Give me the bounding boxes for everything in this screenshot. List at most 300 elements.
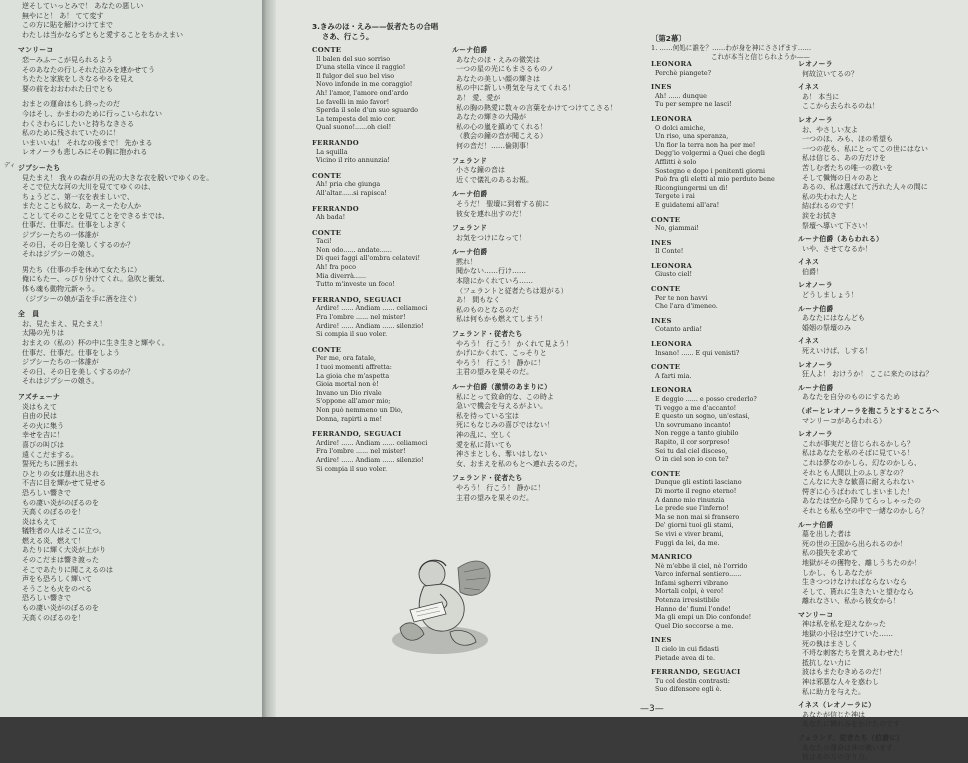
speaker-name: MANRICO xyxy=(651,553,693,562)
speaker-name: FERRANDO, SEGUACI xyxy=(312,430,402,439)
lyric-line: 地獄の小径は空けていた…… xyxy=(802,630,893,639)
speaker-name: レオノーラ xyxy=(798,430,833,439)
speaker-name: INES xyxy=(651,83,672,92)
lyric-line: Perchè piangete? xyxy=(655,68,712,77)
lyric-line: Ardire! ...... Andiam ...... celiamoci xyxy=(316,438,428,447)
lyric-line: 神さまとしも、奪いはしない xyxy=(456,450,547,459)
lyric-line: 神は私を私を迎えなかった xyxy=(802,620,886,629)
lyric-line: ジプシーたちの一体誰が xyxy=(22,231,99,240)
lyric-line: D'una stella vince il raggio! xyxy=(316,63,406,72)
lyric-line: 伯爵！ xyxy=(802,267,823,276)
text-block xyxy=(798,521,966,607)
lyric-line: Il cielo in cui fidasti xyxy=(655,645,719,654)
lyric-line: 離れなさい、私から彼女から！ xyxy=(802,597,900,606)
lyric-line: S'oppone all'amor mio; xyxy=(316,397,391,406)
lyric-line: 見たまえ！ 我々の森が月の光の大きな衣を脱いでゆくのを。 xyxy=(22,173,214,182)
lyric-line: 恐ろしい響きで xyxy=(22,594,71,603)
lyric-line: 祭壇へ導いて下さい！ xyxy=(802,221,872,230)
text-block xyxy=(651,216,791,233)
left-page xyxy=(0,0,262,717)
italian-text-column-1 xyxy=(312,46,442,473)
lyric-line: マンリーコがあらわれる） xyxy=(802,416,886,425)
lyric-line: 私の失われた人と xyxy=(802,192,858,201)
speaker-name: マンリーコ xyxy=(18,46,54,55)
text-block xyxy=(798,430,966,516)
lyric-line: この方に貼を解けつけてまで xyxy=(22,21,113,30)
lyric-line: それはジプシーの娘さ。 xyxy=(22,377,99,386)
lyric-line: 私は何もかも燃えてしまう！ xyxy=(456,315,547,324)
lyric-line: 婚姻の祭壇のみ xyxy=(802,323,851,332)
section-subheading: さあ、行こう。 xyxy=(322,32,374,41)
text-block xyxy=(18,164,258,260)
text-block xyxy=(312,205,442,222)
section-header xyxy=(312,22,438,42)
lyric-line: Hanno de' fiumi l'onde! xyxy=(655,604,731,613)
lyric-line: Sei tu dal ciel disceso, xyxy=(655,446,728,455)
lyric-line: Pietade avea di te. xyxy=(655,653,715,662)
lyric-line: I tuoi momenti affretta: xyxy=(316,363,392,371)
lyric-line: あなたの輝きの大陽が xyxy=(456,113,526,122)
lyric-line: Un fior la terra non ha per me! xyxy=(655,140,756,149)
lyric-line: 結ばれるのです！ xyxy=(802,202,858,211)
lyric-line: Ma gli empi un Dio confonde! xyxy=(655,613,752,622)
speaker-name: LEONORA xyxy=(651,340,693,349)
text-block xyxy=(452,474,632,503)
lyric-line: Tutto m'investe un foco! xyxy=(316,280,395,289)
text-block xyxy=(312,296,442,339)
lyric-line: Suo difensore egli è. xyxy=(655,685,722,694)
text-block xyxy=(312,139,442,165)
text-block xyxy=(798,361,966,380)
speaker-name: FERRANDO xyxy=(312,138,360,147)
lyric-line: Per me, ora fatale, xyxy=(316,354,376,363)
lyric-line: Tergete i rai xyxy=(655,192,695,201)
lyric-line: Ardire! ...... Andiam ...... silenzio! xyxy=(316,455,424,464)
speaker-name: フェランド・従者たち xyxy=(452,330,523,339)
lyric-line: 体も魂も動物元新ゃう。 xyxy=(22,285,99,294)
lyric-line: A farti mia. xyxy=(655,371,692,380)
lyric-line: あなたのほ・えみの微笑は xyxy=(456,55,540,64)
lyric-line: 墓を出した者は xyxy=(802,530,851,539)
lyric-line: Dunque gli estinti lasciano xyxy=(655,478,742,487)
speaker-name: FERRANDO, SEGUACI xyxy=(312,295,402,304)
japanese-text-column-1 xyxy=(452,46,632,503)
lyric-line: 抵抗しない力に xyxy=(802,658,851,667)
speaker-name: アズチェーナ xyxy=(18,392,60,401)
speaker-name: INES xyxy=(651,238,672,247)
lyric-line: Sperda il sole d'un suo sguardo xyxy=(316,106,419,115)
text-block xyxy=(651,262,791,279)
lyric-line: 犠牲者の人はそこに立つ。 xyxy=(22,527,106,536)
lyric-line: O in ciel son io con te? xyxy=(655,455,729,464)
speaker-name: CONTE xyxy=(651,469,681,478)
lyric-line: かげにかくれて、こっそりと xyxy=(456,349,547,358)
lyric-line: 黙れ！ xyxy=(456,257,477,266)
cherub-illustration xyxy=(380,548,498,660)
text-block xyxy=(798,83,966,112)
lyric-line: あなたに憐れみをかけたのです xyxy=(802,720,900,729)
text-block xyxy=(18,310,258,387)
text-block xyxy=(651,470,791,547)
speaker-name: レオノーラ xyxy=(798,60,833,68)
act-subheading: 1. ……何処に誰を？……わが身を神にささげます…… xyxy=(651,44,812,52)
speaker-name: イネス xyxy=(798,258,820,267)
lyric-line: 恐ろしい響きで xyxy=(22,488,71,497)
lyric-line: いや、させてなるか！ xyxy=(802,244,872,253)
speaker-name: 全 員 xyxy=(18,310,40,319)
lyric-line: Le favelli in mio favor! xyxy=(316,97,390,106)
speaker-name: ルーナ伯爵 xyxy=(452,46,488,54)
lyric-line: Vicino il rito annunzia! xyxy=(316,156,390,165)
lyric-line: È questo un sogno, un'estasi, xyxy=(655,412,750,421)
lyric-line: 逆そしていっとみで！ あなたの悪しい xyxy=(22,2,144,10)
lyric-line: O dolci amiche, xyxy=(655,123,706,132)
lyric-line: E guidatemi all'ara! xyxy=(655,200,720,209)
text-block xyxy=(798,116,966,231)
lyric-line: 死の執はまさしく xyxy=(802,639,858,648)
lyric-line: A danno mio rinunzia xyxy=(655,495,725,504)
lyric-line: 天高くのぼるのを！ xyxy=(22,613,85,622)
lyric-line: Novo infonde in me coraggio! xyxy=(316,80,413,89)
speaker-name: マンリーコ xyxy=(798,610,834,619)
lyric-line: Se vivi e viver brami, xyxy=(655,529,724,538)
margin-mark: ディ xyxy=(4,162,16,169)
lyric-line: あなたにはなんども xyxy=(802,314,865,323)
lyric-line: 声をも恐ろしく輝いて xyxy=(22,575,92,584)
lyric-line: 私のために残されていたのに！ xyxy=(22,129,120,138)
text-block xyxy=(18,100,258,158)
lyric-line: Insano! ...... E qui venisti? xyxy=(655,348,740,357)
lyric-line: お、見たまえ、見たまえ！ xyxy=(22,319,107,328)
speaker-name: イネス（レオノーラに） xyxy=(798,701,876,710)
lyric-line: 喜びの叫びは xyxy=(22,440,64,449)
text-block xyxy=(312,172,442,198)
speaker-name: LEONORA xyxy=(651,114,693,123)
speaker-name: LEONORA xyxy=(651,60,693,68)
speaker-name: CONTE xyxy=(651,363,681,372)
lyric-line: 愕ぎに心うばわれてしまいました！ xyxy=(802,487,914,496)
speaker-name: CONTE xyxy=(651,285,681,294)
lyric-line: Si compia il suo voler. xyxy=(316,464,387,473)
lyric-line: そのあなたの行しそれた泣みを連かせてう xyxy=(22,65,155,74)
text-block xyxy=(452,157,632,186)
speaker-name: フェランド、従者たち（伯爵に） xyxy=(798,734,904,742)
lyric-line: もの凄い炎がのぼるのを xyxy=(22,604,99,613)
text-block xyxy=(18,2,258,40)
lyric-line: 何の音だ！……倫則事！ xyxy=(456,141,533,150)
lyric-line: 死の世の王国から出られるのか！ xyxy=(802,539,907,548)
lyric-line: 一つの星の光にもまさるものノ xyxy=(456,65,554,74)
lyric-line: Ardire! ...... Andiam ...... silenzio! xyxy=(316,321,424,330)
lyric-line: 愛を私に背いても xyxy=(456,440,512,449)
lyric-line: （フェラントと従者たちは退がる） xyxy=(456,286,568,295)
speaker-name: （ポーとレオノーラを抱こうとするところへ xyxy=(798,407,940,415)
lyric-line: ジプシーたちの一体誰が xyxy=(22,358,99,367)
speaker-name: ルーナ伯爵（あらわれる） xyxy=(798,235,884,244)
lyric-line: Di quei faggi all'ombra celatevi! xyxy=(316,254,421,263)
lyric-line: レオノーラも悲しみにその胸に抱かれる xyxy=(22,148,148,157)
text-block xyxy=(312,229,442,289)
lyric-line: あ！ 愛、愛が xyxy=(456,93,501,102)
speaker-name: レオノーラ xyxy=(798,115,833,124)
lyric-line: おまとの運命はもし終ったのだ xyxy=(22,100,120,109)
lyric-line: 私の胸の熱愛に数々の言葉をかけてつけてこさる！ xyxy=(456,103,617,112)
lyric-line: 彼はあの方の守り方。 xyxy=(802,753,872,762)
lyric-line: 地獄がその獲物を、離しうちたのか！ xyxy=(802,558,921,567)
lyric-line: Cotanto ardia! xyxy=(655,325,703,334)
lyric-line: 狂人よ！ おけうか！ ここに来たのはね？ xyxy=(802,370,933,379)
lyric-line: Ah! l'amor, l'amore ond'ardo xyxy=(316,88,409,97)
lyric-line: Il fulgor del suo bel viso xyxy=(316,71,395,80)
text-block xyxy=(312,46,442,132)
lyric-line: ちょうどこ、第一衣を表ましいで、 xyxy=(22,192,134,201)
lyric-line: Potenza irresistibile xyxy=(655,596,720,605)
lyric-line: その日、その日を楽しくするのか？ xyxy=(22,240,134,249)
text-block xyxy=(312,346,442,423)
lyric-line: Infami sgherri vibrano xyxy=(655,578,728,587)
lyric-line: 神の乱に、空しく xyxy=(456,430,512,439)
lyric-line: Ma se non mai si fransero xyxy=(655,512,740,521)
lyric-line: 一つの花も、私にとってこの世にはない xyxy=(802,144,928,153)
text-block xyxy=(651,239,791,256)
speaker-name: フェランド xyxy=(452,156,488,165)
text-block xyxy=(798,701,966,730)
lyric-line: Può fra gli eletti al mio perduto bene xyxy=(655,175,775,184)
speaker-name: CONTE xyxy=(651,215,681,224)
lyric-line: そのこだまは響き渡った xyxy=(22,556,99,565)
lyric-line: 幸せを吉に！ xyxy=(22,431,64,440)
lyric-line: 不吉に目を輝かせて見せる xyxy=(22,479,106,488)
lyric-line: そうだ！ 聖壇に到着する前に xyxy=(456,199,550,208)
text-block xyxy=(798,305,966,334)
lyric-line: 要の前をおおわれた日でとも xyxy=(22,84,113,93)
speaker-name: フェランド xyxy=(452,224,488,233)
lyric-line: あなたは空から降りてらっしゃったの xyxy=(802,497,921,506)
lyric-line: Ah! pria che giunga xyxy=(316,180,381,189)
lyric-line: 主君の望みを果そのだ。 xyxy=(456,493,533,502)
speaker-name: ルーナ伯爵 xyxy=(798,304,834,313)
lyric-line: 私を待っている宝は xyxy=(456,411,519,420)
lyric-line: あなたを自分のものにするため xyxy=(802,393,900,402)
lyric-line: Giusto ciel! xyxy=(655,270,693,279)
book-gutter xyxy=(262,0,276,717)
lyric-line: 私の心の嵐を鎮めてくれる！ xyxy=(456,122,547,131)
lyric-line: もの凄い炎がのぼるのを xyxy=(22,498,99,507)
lyric-line: ひとりの女は運れ出され xyxy=(22,469,99,478)
lyric-line: 波はもまたむきめるのだ！ xyxy=(802,668,886,677)
lyric-line: 今はそし、かまわのために行っこいられない xyxy=(22,109,162,118)
speaker-name: ルーナ伯爵 xyxy=(452,248,488,257)
lyric-line: Fra l'ombre ...... nel mister! xyxy=(316,447,406,456)
lyric-line: 仕事だ、仕事だ。仕事をしよう xyxy=(22,348,120,357)
speaker-name: レオノーラ xyxy=(798,281,833,290)
lyric-line: La tempesta del mio cor. xyxy=(316,114,396,123)
lyric-line: Un riso, una speranza, xyxy=(655,132,729,141)
lyric-line: Per te non havvi xyxy=(655,293,708,302)
lyric-line: 私の損失を求めて xyxy=(802,549,858,558)
lyric-line: De' giorni tuoi gli stami, xyxy=(655,521,734,530)
speaker-name: フェランド・従者たち xyxy=(452,474,523,483)
lyric-line: Quel Dio soccorse a me. xyxy=(655,621,734,630)
lyric-line: Un sovrumano incanto! xyxy=(655,420,731,429)
lyric-line: 死えいけば、しする！ xyxy=(802,347,872,356)
lyric-line: 死にもなじみの喜びではない！ xyxy=(456,421,554,430)
act-header xyxy=(651,34,811,61)
text-block xyxy=(651,363,791,380)
lyric-line: 苦しむ者たちの唯一の救いを xyxy=(802,163,893,172)
lyric-line: 誓死たちに囲まれ xyxy=(22,460,78,469)
text-block xyxy=(452,190,632,219)
lyric-line: Tu col destin contrasti: xyxy=(655,676,730,685)
lyric-line: その火に集う xyxy=(22,421,64,430)
lyric-line: Ah bada! xyxy=(316,213,346,222)
text-block xyxy=(452,383,632,469)
text-block xyxy=(651,340,791,357)
lyric-line: 炎はもえて xyxy=(22,402,57,411)
speaker-name: ルーナ伯爵 xyxy=(798,383,834,392)
lyric-line: Mortali colpi, è vero! xyxy=(655,587,724,596)
lyric-line: それとも私も空の中で一緒なのかしら？ xyxy=(802,506,928,515)
lyric-line: Donna, rapirti a me! xyxy=(316,414,383,423)
speaker-name: LEONORA xyxy=(651,261,693,270)
text-block xyxy=(651,668,791,694)
lyric-line: 無やにと！ あ！ てて変す xyxy=(22,11,104,20)
lyric-line: 私にとって致命的な、この時よ xyxy=(456,392,554,401)
speaker-name: INES xyxy=(651,636,672,645)
lyric-line: 炎はもえて xyxy=(22,517,57,526)
lyric-line: 遠くこだまする。 xyxy=(22,450,78,459)
lyric-line: La gioia che m'aspetta xyxy=(316,371,390,380)
lyric-line: All'altar......si rapisca! xyxy=(316,188,387,197)
lyric-line: あなたの美しい顔の輝きは xyxy=(456,74,540,83)
speaker-name: ルーナ伯爵 xyxy=(452,190,488,199)
lyric-line: おまえの（私の）杯の中に生き生きと輝やく。 xyxy=(22,339,169,347)
italian-text-column-2 xyxy=(651,60,791,694)
speaker-name: ルーナ伯爵（激情のあまりに） xyxy=(452,383,552,391)
lyric-line: ここから去られるのね！ xyxy=(802,102,879,111)
lyric-line: 聞かない……行け…… xyxy=(456,267,526,276)
lyric-line: それはジプシーの娘さ。 xyxy=(22,250,99,259)
section-heading: 3.きみのほ・えみ——仮者たちの合唱 xyxy=(312,22,439,31)
lyric-line: そこで位大な河の大川を見ててゆくのは、 xyxy=(22,183,155,192)
lyric-line: 近くで儀礼のあるお報。 xyxy=(456,175,533,184)
text-block xyxy=(651,317,791,334)
lyric-line: あなたが信じた神は xyxy=(802,710,865,719)
text-block xyxy=(798,734,966,763)
text-block xyxy=(651,115,791,210)
japanese-text-column-2 xyxy=(798,60,966,763)
lyric-line: ちたたと家族をしさなるやるを見え xyxy=(22,75,134,84)
lyric-line: そうことも火をのべる xyxy=(22,584,92,593)
lyric-line: 恋ーみふーこが見られるよう xyxy=(22,55,113,64)
text-block xyxy=(18,266,258,304)
lyric-line: Mia diverrà...... xyxy=(316,271,367,280)
lyric-line: Non regge a tanto giubilo xyxy=(655,429,739,438)
text-block xyxy=(651,83,791,109)
lyric-line: 仕事だ、仕事だ。仕事をしよぎく xyxy=(22,221,127,230)
lyric-line: Di morte il regno eterno! xyxy=(655,486,737,495)
lyric-line: La squilla xyxy=(316,147,348,156)
text-block xyxy=(18,393,258,623)
lyric-line: Il balen del suo sorriso xyxy=(316,54,391,63)
lyric-line: Ti veggo a me d'accanto! xyxy=(655,403,737,412)
lyric-line: あ！ 間もなく xyxy=(456,296,501,305)
text-block xyxy=(651,636,791,662)
lyric-line: （教会の鐘の音が聞こえる） xyxy=(456,132,547,141)
text-block xyxy=(798,258,966,277)
lyric-line: 私は信じる、あの方だけを xyxy=(802,154,886,163)
lyric-line: 男たち（仕事の手を休めて女たちに） xyxy=(22,265,141,274)
lyric-line: No, giammai! xyxy=(655,224,699,233)
speaker-name: LEONORA xyxy=(651,386,693,395)
lyric-line: それとも人間以上のふしぎなの？ xyxy=(802,468,907,477)
lyric-line: やろう！ 行こう！ かくれて見よう！ xyxy=(456,339,573,348)
speaker-name: FERRANDO, SEGUACI xyxy=(651,668,741,677)
act-subheading-2: これが本当と信じられようか—— xyxy=(711,52,810,61)
text-block xyxy=(798,281,966,300)
speaker-name: ルーナ伯爵 xyxy=(798,520,834,529)
text-block xyxy=(452,330,632,378)
lyric-line: 急いで機会を与えるがよい。 xyxy=(456,402,547,411)
speaker-name: FERRANDO xyxy=(312,204,360,213)
lyric-line: Nè m'ebbe il ciel, nè l'orrido xyxy=(655,561,748,570)
lyric-line: 小さな鐘の音は xyxy=(456,166,505,175)
lyric-line: 俺にもたー、っぴり分けてくれ。急吹と衝気、 xyxy=(22,275,170,284)
act-heading: 〔第2幕〕 xyxy=(651,34,686,43)
text-block xyxy=(452,248,632,325)
text-block xyxy=(798,337,966,356)
lyric-line: 自由の民は xyxy=(22,412,57,421)
lyric-line: Ricongiungermi un dì! xyxy=(655,183,728,192)
left-lyrics-column xyxy=(18,2,258,623)
text-block xyxy=(651,285,791,311)
lyric-line: Afflitti è solo xyxy=(655,157,697,166)
lyric-line: Non può nemmeno un Dio, xyxy=(316,405,403,414)
lyric-line: これが事実だと信じられるかしら？ xyxy=(802,439,914,448)
right-page xyxy=(276,0,968,762)
lyric-line: Ah! ...... dunque xyxy=(655,91,707,100)
lyric-line: あるの、私は選ばれて汚れた人々の間に xyxy=(802,183,928,192)
text-block xyxy=(452,46,632,152)
speaker-name: ジプシーたち xyxy=(18,163,61,172)
speaker-name: イネス xyxy=(798,337,820,346)
lyric-line: やろう！ 行こう！ 静かに！ xyxy=(456,483,545,492)
lyric-line: これは夢なのかしら、幻なのかしら、 xyxy=(802,458,921,467)
lyric-line: 涙をお拭き xyxy=(802,211,837,220)
speaker-name: INES xyxy=(651,316,672,325)
lyric-line: Che l'ara d'imeneo. xyxy=(655,302,718,311)
page-number: —3— xyxy=(640,704,664,714)
lyric-line: そこであたりに聞こえるのは xyxy=(22,565,113,574)
text-block xyxy=(798,235,966,254)
lyric-line: 私の中に新しい勇気を与えてくれる！ xyxy=(456,84,575,93)
lyric-line: あ！ 本当に xyxy=(802,92,840,101)
text-block xyxy=(798,384,966,403)
lyric-line: Non odo...... andate...... xyxy=(316,245,392,254)
lyric-line: Degg'io volgermi a Quei che degli xyxy=(655,149,765,158)
lyric-line: 一つのほ、みも、ほの希望も xyxy=(802,135,893,144)
lyric-line: 私のものとなるのだ xyxy=(456,305,519,314)
lyric-line: いまいいね！ それなの後まで！ 先かまる xyxy=(22,138,153,147)
text-block xyxy=(651,553,791,630)
lyric-line: 燃える炎、燃えて！ xyxy=(22,536,85,545)
lyric-line: わくさわらにしたいと持ちなきさる xyxy=(22,119,134,128)
lyric-line: 太陽の光りは xyxy=(22,329,64,338)
lyric-line: その日、その日を美しくするのか？ xyxy=(22,367,134,376)
lyric-line: そして懺悔の日々のあと xyxy=(802,173,879,182)
speaker-name: CONTE xyxy=(312,228,342,237)
speaker-name: CONTE xyxy=(312,345,342,354)
